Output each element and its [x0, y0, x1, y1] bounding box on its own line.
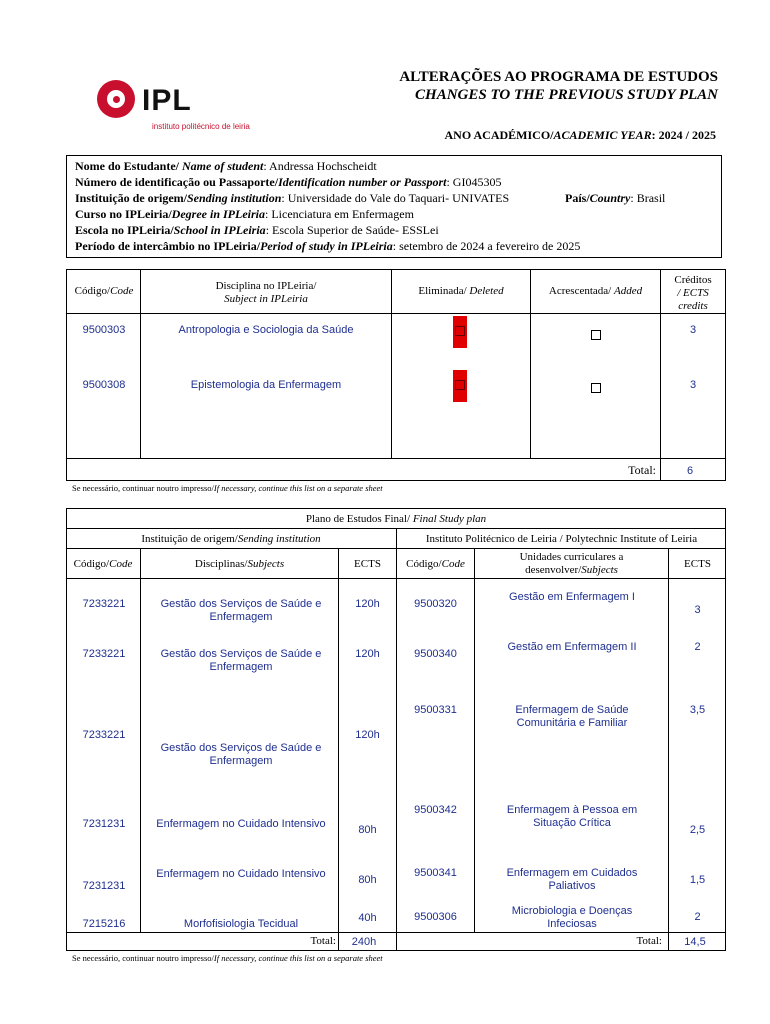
document-title-en: CHANGES TO THE PREVIOUS STUDY PLAN [415, 87, 718, 103]
sending-ects: 120h [355, 598, 380, 610]
deleted-checkbox-checked[interactable] [453, 316, 467, 348]
ipl-ects: 2 [694, 641, 701, 653]
ipl-subject: Gestão em Enfermagem II [507, 641, 637, 653]
plan-header-ects-ipl: ECTS [684, 558, 711, 570]
plan-header-ects: ECTS [354, 558, 381, 570]
change-subject: Antropologia e Sociologia da Saúde [178, 324, 354, 336]
sending-ects: 80h [358, 874, 377, 886]
sending-ects: 40h [358, 912, 377, 924]
changes-total-value: 6 [686, 465, 694, 477]
ipl-subject: Enfermagem à Pessoa em Situação Crítica [506, 804, 638, 829]
ipl-ects: 3,5 [689, 704, 706, 716]
sending-code: 7233221 [82, 598, 126, 610]
added-checkbox[interactable] [591, 330, 601, 340]
final-plan-title: Plano de Estudos Final/ Final Study plan [305, 513, 487, 525]
header-credits: Créditos / ECTS credits [674, 274, 712, 312]
sending-subject: Gestão dos Serviços de Saúde e Enfermagem [160, 648, 322, 673]
ipl-subject: Microbiologia e Doenças Infeciosas [511, 905, 633, 930]
changes-note: Se necessário, continuar noutro impresso/If necessary, continue this list on a separate sheet [72, 483, 383, 493]
sending-code: 7233221 [82, 648, 126, 660]
degree-row: Curso no IPLeiria/Degree in IPLeiria: Licenciatura em Enfermagem [75, 207, 414, 221]
ipl-logo-subtitle: instituto politécnico de leiria [152, 122, 250, 131]
ipl-ects: 2,5 [689, 824, 706, 836]
ipl-code: 9500341 [414, 867, 457, 879]
sending-ects: 80h [358, 824, 377, 836]
ipl-code: 9500331 [414, 704, 457, 716]
period-row: Período de intercâmbio no IPLeiria/Period of study in IPLeiria: setembro de 2024 a fevereiro de 2025 [75, 239, 581, 253]
sending-code: 7231231 [82, 880, 126, 892]
header-deleted: Eliminada/ Deleted [418, 285, 504, 297]
plan-col-line [140, 548, 141, 932]
plan-header-units: Unidades curriculares a desenvolver/Subjects [519, 551, 624, 576]
plan-header-code-ipl: Código/Code [406, 558, 465, 570]
sending-total-label: Total: [310, 935, 336, 947]
sending-institution-header: Instituição de origem/Sending institution [141, 533, 321, 545]
ipl-total-label: Total: [636, 935, 662, 947]
change-credits: 3 [689, 379, 697, 391]
changes-header-line [66, 313, 726, 314]
header-code: Código/Code [74, 285, 134, 297]
student-name-row: Nome do Estudante/ Name of student: Andressa Hochscheidt [75, 159, 377, 173]
changes-col-line [660, 269, 661, 481]
ipl-ects: 1,5 [689, 874, 706, 886]
ipl-ects: 3 [694, 604, 701, 616]
sending-code: 7215216 [82, 918, 126, 930]
ipl-code: 9500306 [414, 911, 457, 923]
deleted-checkbox-checked[interactable] [453, 370, 467, 402]
ipl-logo-dot [113, 96, 120, 103]
sending-subject: Gestão dos Serviços de Saúde e Enfermagem [160, 598, 322, 623]
sending-code: 7233221 [82, 729, 126, 741]
ipl-code: 9500320 [414, 598, 457, 610]
sending-ects: 120h [355, 729, 380, 741]
changes-total-line [66, 458, 726, 459]
sending-subject: Morfofisiologia Tecidual [183, 918, 299, 930]
plan-divider [396, 528, 397, 951]
ipl-code: 9500342 [414, 804, 457, 816]
ipl-header: Instituto Politécnico de Leiria / Polytechnic Institute of Leiria [425, 533, 698, 545]
ipl-subject: Gestão em Enfermagem I [509, 591, 635, 603]
ipl-code: 9500340 [414, 648, 457, 660]
sending-subject: Enfermagem no Cuidado Intensivo [156, 868, 326, 880]
change-code: 9500303 [82, 324, 126, 336]
ipl-ects: 2 [694, 911, 701, 923]
change-subject: Epistemologia da Enfermagem [190, 379, 342, 391]
ipl-logo-text: IPL [142, 84, 192, 117]
student-info-box [66, 155, 722, 258]
sending-institution-row: Instituição de origem/Sending institution: Universidade do Vale do Taquari- UNIVATES [75, 191, 510, 205]
added-checkbox[interactable] [591, 383, 601, 393]
changes-total-label: Total: [628, 463, 656, 477]
ipl-subject: Enfermagem em Cuidados Paliativos [506, 867, 638, 892]
change-code: 9500308 [82, 379, 126, 391]
header-subject: Disciplina no IPLeiria/ Subject in IPLeiria [215, 280, 317, 305]
school-row: Escola no IPLeiria/School in IPLeiria: Escola Superior de Saúde- ESSLei [75, 223, 439, 237]
plan-header-code: Código/Code [73, 558, 133, 570]
academic-year: ANO ACADÉMICO/ACADEMIC YEAR: 2024 / 2025 [444, 128, 716, 142]
ipl-subject: Enfermagem de Saúde Comunitária e Familiar [515, 704, 629, 729]
country-row: País/Country: Brasil [565, 191, 666, 205]
change-credits: 3 [689, 324, 697, 336]
sending-ects: 120h [355, 648, 380, 660]
sending-subject: Enfermagem no Cuidado Intensivo [156, 818, 326, 830]
plan-header-subjects: Disciplinas/Subjects [194, 558, 285, 570]
sending-subject: Gestão dos Serviços de Saúde e Enfermagem [160, 742, 322, 767]
student-id-row: Número de identificação ou Passaporte/Identification number or Passport: GI045305 [75, 175, 502, 189]
sending-code: 7231231 [82, 818, 126, 830]
sending-total-value: 240h [351, 936, 377, 948]
ipl-total-value: 14,5 [684, 936, 706, 948]
header-added: Acrescentada/ Added [548, 285, 643, 297]
document-title-pt: ALTERAÇÕES AO PROGRAMA DE ESTUDOS [399, 69, 718, 85]
plan-col-line [474, 548, 475, 932]
final-plan-note: Se necessário, continuar noutro impresso/If necessary, continue this list on a separate sheet [72, 953, 383, 963]
